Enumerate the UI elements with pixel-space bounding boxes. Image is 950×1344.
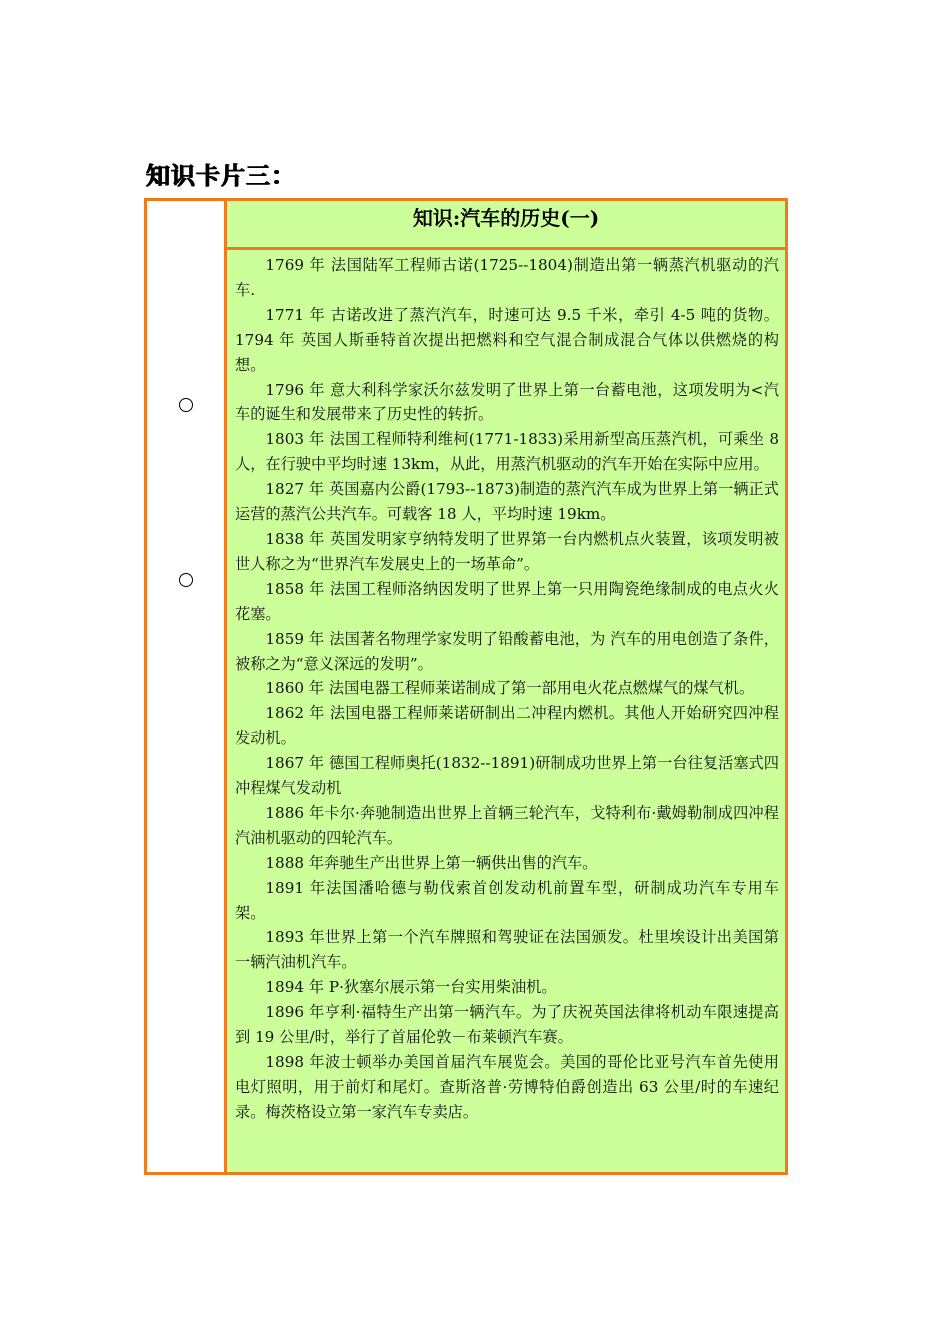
history-paragraph: 1862 年 法国电器工程师莱诺研制出二冲程内燃机。其他人开始研究四冲程发动机。 [235,704,779,748]
history-paragraph: 1867 年 德国工程师奥托(1832--1891)研制成功世界上第一台往复活塞式四冲程煤气发动机 [235,754,779,798]
history-paragraph: 1803 年 法国工程师特利维柯(1771-1833)采用新型高压蒸汽机，可乘坐 8 人，在行驶中平均时速 13km，从此，用蒸汽机驱动的汽车开始在实际中应用。 [235,430,779,474]
history-paragraph: 1860 年 法国电器工程师莱诺制成了第一部用电火花点燃煤气的煤气机。 [265,679,755,698]
content-column [227,201,785,1172]
history-paragraph: 1893 年世界上第一个汽车牌照和驾驶证在法国颁发。杜里埃设计出美国第一辆汽油机汽车。 [235,928,779,972]
history-paragraph: 1886 年卡尔·奔驰制造出世界上首辆三轮汽车，戈特利布·戴姆勒制成四冲程汽油机驱动的四轮汽车。 [235,803,779,847]
circle-mark-icon [179,398,193,412]
card-body [227,250,785,1172]
history-paragraph: 1894 年 P·狄塞尔展示第一台实用柴油机。 [265,978,557,997]
history-paragraph: 1858 年 法国工程师洛纳因发明了世界上第一只用陶瓷绝缘制成的电点火火花塞。 [235,579,779,623]
side-column [147,201,227,1172]
history-paragraph: 1769 年 法国陆军工程师古诺(1725--1804)制造出第一辆蒸汽机驱动的汽车. [235,256,779,299]
history-paragraph: 1859 年 法国著名物理学家发明了铅酸蓄电池，为 汽车的用电创造了条件，被称之为“意义深远的发明”。 [235,629,779,673]
history-paragraph: 1827 年 英国嘉内公爵(1793--1873)制造的蒸汽汽车成为世界上第一辆正式运营的蒸汽公共汽车。可载客 18 人，平均时速 19km。 [235,480,779,524]
history-paragraph: 1771 年 古诺改进了蒸汽汽车，时速可达 9.5 千米，牵引 4-5 吨的货物。 1794 年 英国人斯垂特首次提出把燃料和空气混合制成混合气体以供燃烧的构想。 [235,305,779,374]
card-heading: 知识卡片三： [146,162,296,190]
history-paragraph: 1891 年法国潘哈德与勒伐索首创发动机前置车型，研制成功汽车专用车架。 [235,878,779,922]
card-title: 知识:汽车的历史(一) [227,201,785,250]
history-paragraph: 1898 年波士顿举办美国首届汽车展览会。美国的哥伦比亚号汽车首先使用电灯照明，用于前灯和尾灯。查斯洛普·劳博特伯爵创造出 63 公里/时的车速纪录。梅茨格设立第一家汽车专卖店。 [235,1053,779,1121]
history-paragraph: 1888 年奔驰生产出世界上第一辆供出售的汽车。 [265,853,598,872]
history-paragraph: 1796 年 意大利科学家沃尔兹发明了世界上第一台蓄电池，这项发明为<汽车的诞生和发展带来了历史性的转折。 [235,380,779,424]
knowledge-card-table [144,198,788,1175]
history-paragraph: 1838 年 英国发明家亨纳特发明了世界第一台内燃机点火装置，该项发明被世人称之为“世界汽车发展史上的一场革命”。 [235,529,779,573]
history-paragraph: 1896 年亨利·福特生产出第一辆汽车。为了庆祝英国法律将机动车限速提高到 19 公里/时，举行了首届伦敦－布莱顿汽车赛。 [235,1003,779,1047]
circle-mark-icon [179,573,193,587]
